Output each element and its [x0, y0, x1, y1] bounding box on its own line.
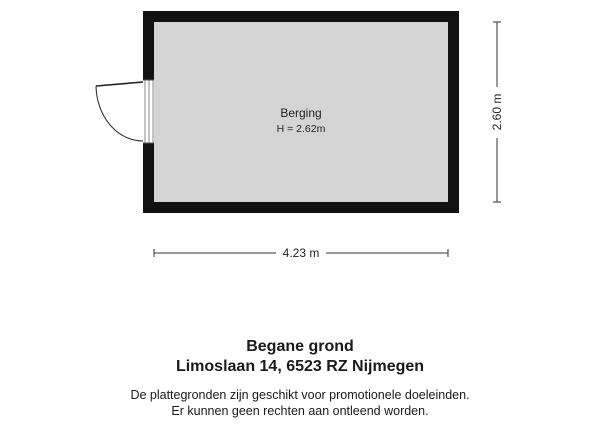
room-height: H = 2.62m — [276, 123, 326, 135]
depth-dimension-label: 2.60 m — [490, 93, 504, 131]
width-dimension-label: 4.23 m — [282, 246, 320, 260]
floor-title: Begane grond — [246, 338, 354, 355]
door-swing-icon — [96, 82, 143, 141]
address: Limoslaan 14, 6523 RZ Nijmegen — [175, 358, 425, 375]
disclaimer-line-2: Er kunnen geen rechten aan ontleend worden. — [171, 404, 429, 418]
room-name: Berging — [280, 106, 322, 120]
disclaimer-line-1: De plattegronden zijn geschikt voor promotionele doeleinden. — [130, 388, 470, 402]
